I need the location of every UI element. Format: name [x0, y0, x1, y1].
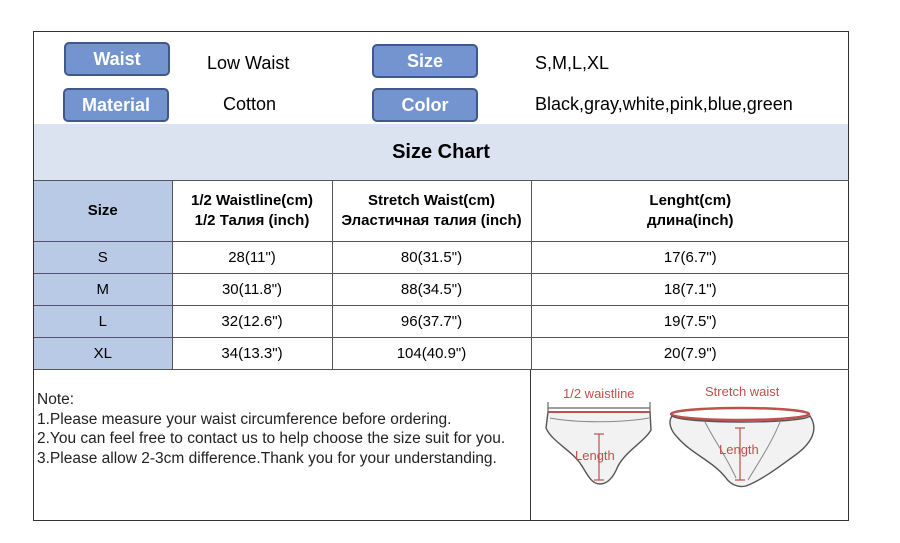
length-cell: 20(7.9")	[531, 338, 849, 370]
length-cell: 18(7.1")	[531, 274, 849, 306]
half-waistline-brief-illustration	[546, 386, 651, 484]
header-length-inch: длина(inch)	[647, 212, 734, 229]
right-length-label: Length	[719, 442, 759, 457]
color-value: Black,gray,white,pink,blue,green	[535, 94, 793, 114]
header-length	[531, 181, 849, 242]
stretch-cell: 80(31.5")	[332, 242, 531, 274]
waist-value: Low Waist	[207, 53, 290, 73]
header-stretch-inch: Эластичная талия (inch)	[341, 212, 522, 229]
notes-panel	[34, 370, 531, 521]
stretch-cell: 88(34.5")	[332, 274, 531, 306]
left-length-label: Length	[575, 448, 615, 463]
header-length-cm: Lenght(cm)	[649, 192, 732, 209]
notes-heading: Note:	[37, 391, 75, 408]
product-attributes	[34, 32, 848, 125]
waist-label-badge: Waist	[64, 42, 170, 76]
measurement-diagram	[532, 370, 848, 521]
waistline-cell: 30(11.8")	[172, 274, 332, 306]
briefs-illustration	[532, 370, 848, 521]
note-item: 1.Please measure your waist circumference before ordering.	[37, 410, 452, 428]
half-waistline-label: 1/2 waistline	[563, 386, 635, 401]
table-row	[34, 242, 849, 274]
material-label-badge: Material	[63, 88, 169, 122]
size-cell: M	[34, 274, 172, 306]
length-cell: 17(6.7")	[531, 242, 849, 274]
size-cell: S	[34, 242, 172, 274]
header-waistline	[172, 181, 332, 242]
table-row	[34, 306, 849, 338]
size-cell: XL	[34, 338, 172, 370]
size-cell: L	[34, 306, 172, 338]
waistline-cell: 32(12.6")	[172, 306, 332, 338]
header-stretch-waist	[332, 181, 531, 242]
header-size: Size	[34, 181, 172, 242]
table-row	[34, 274, 849, 306]
table-row	[34, 338, 849, 370]
waistline-cell: 28(11")	[172, 242, 332, 274]
stretch-waist-label: Stretch waist	[705, 384, 780, 399]
length-cell: 19(7.5")	[531, 306, 849, 338]
stretch-waist-brief-illustration	[670, 384, 814, 487]
note-item: 2.You can feel free to contact us to help choose the size suit for you.	[37, 430, 506, 447]
material-value: Cotton	[223, 94, 277, 114]
size-value: S,M,L,XL	[535, 53, 610, 73]
size-chart-title: Size Chart	[34, 124, 848, 181]
color-label-badge: Color	[372, 88, 478, 122]
header-waistline-inch: 1/2 Талия (inch)	[194, 212, 310, 229]
waistline-cell: 34(13.3")	[172, 338, 332, 370]
size-table-header-row	[34, 181, 849, 242]
stretch-cell: 96(37.7")	[332, 306, 531, 338]
size-table	[34, 180, 849, 370]
note-item: 3.Please allow 2-3cm difference.Thank you for your understanding.	[37, 449, 497, 467]
size-label-badge: Size	[372, 44, 478, 78]
header-stretch-cm: Stretch Waist(cm)	[368, 192, 495, 209]
header-waistline-cm: 1/2 Waistline(cm)	[191, 192, 313, 209]
stretch-cell: 104(40.9")	[332, 338, 531, 370]
size-chart-card	[33, 31, 849, 521]
